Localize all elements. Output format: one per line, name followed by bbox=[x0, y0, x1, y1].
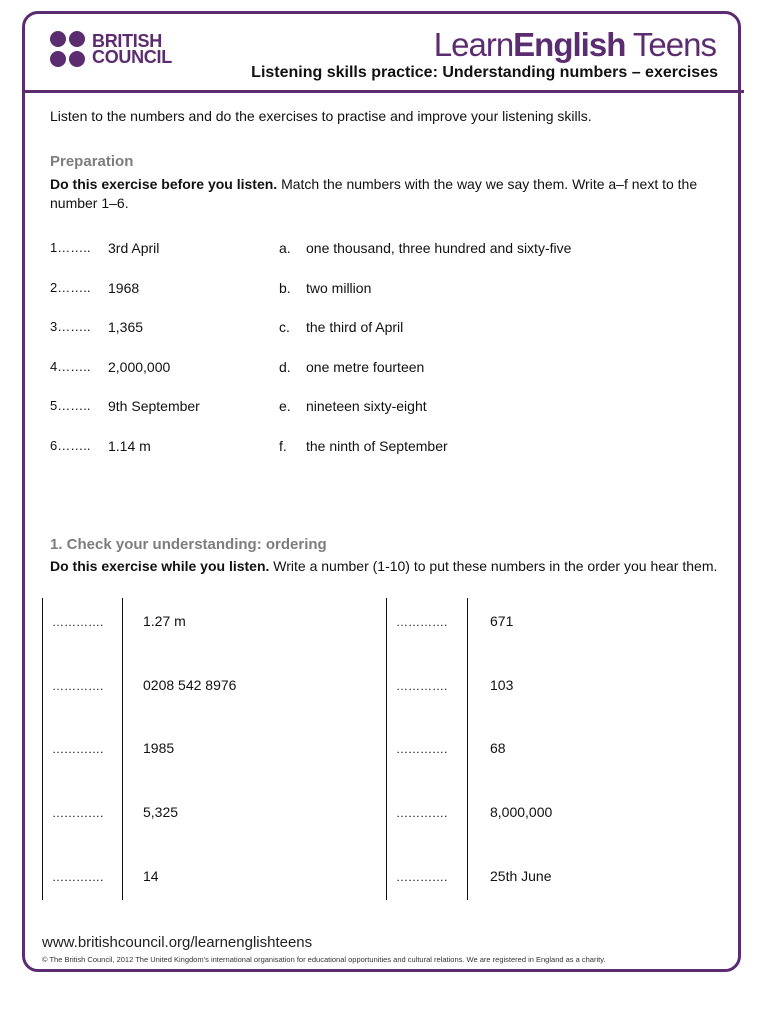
prep-letter: c. bbox=[279, 319, 290, 335]
prep-number: 1,365 bbox=[108, 319, 144, 335]
prep-row bbox=[50, 359, 730, 379]
brand-learn: Learn bbox=[433, 26, 514, 63]
order-blank[interactable]: …………. bbox=[52, 742, 104, 756]
prep-answer: one thousand, three hundred and sixty-five bbox=[306, 240, 572, 256]
header-divider bbox=[22, 90, 744, 93]
prep-number: 2,000,000 bbox=[108, 359, 171, 375]
prep-answer: nineteen sixty-eight bbox=[306, 398, 427, 414]
prep-number: 3rd April bbox=[108, 240, 160, 256]
order-number: 671 bbox=[490, 613, 514, 629]
prep-row bbox=[50, 398, 730, 418]
prep-row bbox=[50, 319, 730, 339]
logo-wordmark bbox=[92, 33, 172, 65]
order-number: 14 bbox=[143, 868, 159, 884]
prep-blank[interactable]: 5…….. bbox=[50, 398, 91, 413]
order-number: 5,325 bbox=[143, 804, 179, 820]
prep-number: 9th September bbox=[108, 398, 200, 414]
order-blank[interactable]: …………. bbox=[396, 806, 448, 820]
ordering-instruction-rest: Write a number (1-10) to put these numbers in the order you hear them. bbox=[269, 558, 718, 574]
prep-row bbox=[50, 438, 730, 458]
prep-number: 1968 bbox=[108, 280, 140, 296]
prep-answer: the ninth of September bbox=[306, 438, 448, 454]
table-line bbox=[386, 598, 387, 900]
ordering-instruction-bold: Do this exercise while you listen. bbox=[50, 558, 270, 574]
document-title: Listening skills practice: Understanding numbers – exercises bbox=[251, 64, 718, 81]
brand-english: English bbox=[513, 26, 626, 63]
prep-row bbox=[50, 240, 730, 260]
prep-row bbox=[50, 280, 730, 300]
prep-number: 1.14 m bbox=[108, 438, 151, 454]
footer-copyright: © The British Council, 2012 The United Kingdom’s international organisation for educational opportunities and cultural relations. We are registered in England as a charity. bbox=[42, 955, 606, 964]
order-number: 1.27 m bbox=[143, 613, 186, 629]
prep-letter: d. bbox=[279, 359, 291, 375]
brand-teens: Teens bbox=[625, 26, 716, 63]
prep-blank[interactable]: 2…….. bbox=[50, 280, 91, 295]
order-number: 103 bbox=[490, 677, 514, 693]
prep-answer: the third of April bbox=[306, 319, 404, 335]
order-number: 68 bbox=[490, 740, 506, 756]
prep-blank[interactable]: 3…….. bbox=[50, 319, 91, 334]
logo-dots-icon bbox=[50, 31, 86, 67]
prep-letter: e. bbox=[279, 398, 291, 414]
prep-blank[interactable]: 1…….. bbox=[50, 240, 91, 255]
preparation-instruction-rest: Match the numbers with the way we say them. Write a–f next to the number 1–6. bbox=[50, 176, 698, 211]
order-number: 8,000,000 bbox=[490, 804, 553, 820]
prep-blank[interactable]: 6…….. bbox=[50, 438, 91, 453]
preparation-instruction bbox=[50, 175, 730, 213]
order-number: 25th June bbox=[490, 868, 552, 884]
order-number: 1985 bbox=[143, 740, 175, 756]
logo-line1: BRITISH bbox=[92, 31, 162, 51]
prep-blank[interactable]: 4…….. bbox=[50, 359, 91, 374]
order-blank[interactable]: …………. bbox=[52, 806, 104, 820]
order-blank[interactable]: …………. bbox=[396, 679, 448, 693]
order-blank[interactable]: …………. bbox=[52, 870, 104, 884]
order-number: 0208 542 8976 bbox=[143, 677, 237, 693]
prep-answer: one metre fourteen bbox=[306, 359, 425, 375]
order-blank[interactable]: …………. bbox=[396, 870, 448, 884]
order-blank[interactable]: …………. bbox=[52, 679, 104, 693]
british-council-logo bbox=[50, 31, 172, 67]
prep-answer: two million bbox=[306, 280, 372, 296]
learnenglish-teens-brand bbox=[434, 26, 716, 64]
prep-letter: a. bbox=[279, 240, 291, 256]
prep-letter: b. bbox=[279, 280, 291, 296]
logo-line2: COUNCIL bbox=[92, 47, 172, 67]
table-line bbox=[122, 598, 123, 900]
footer-url: www.britishcouncil.org/learnenglishteens bbox=[42, 934, 313, 951]
order-blank[interactable]: …………. bbox=[396, 742, 448, 756]
ordering-instruction bbox=[50, 557, 730, 576]
preparation-instruction-bold: Do this exercise before you listen. bbox=[50, 176, 278, 192]
ordering-heading: 1. Check your understanding: ordering bbox=[50, 536, 327, 553]
order-blank[interactable]: …………. bbox=[396, 615, 448, 629]
table-line bbox=[467, 598, 468, 900]
order-blank[interactable]: …………. bbox=[52, 615, 104, 629]
intro-text: Listen to the numbers and do the exercises to practise and improve your listening skills. bbox=[50, 108, 592, 124]
preparation-heading: Preparation bbox=[50, 153, 134, 170]
table-line bbox=[42, 598, 43, 900]
prep-letter: f. bbox=[279, 438, 287, 454]
